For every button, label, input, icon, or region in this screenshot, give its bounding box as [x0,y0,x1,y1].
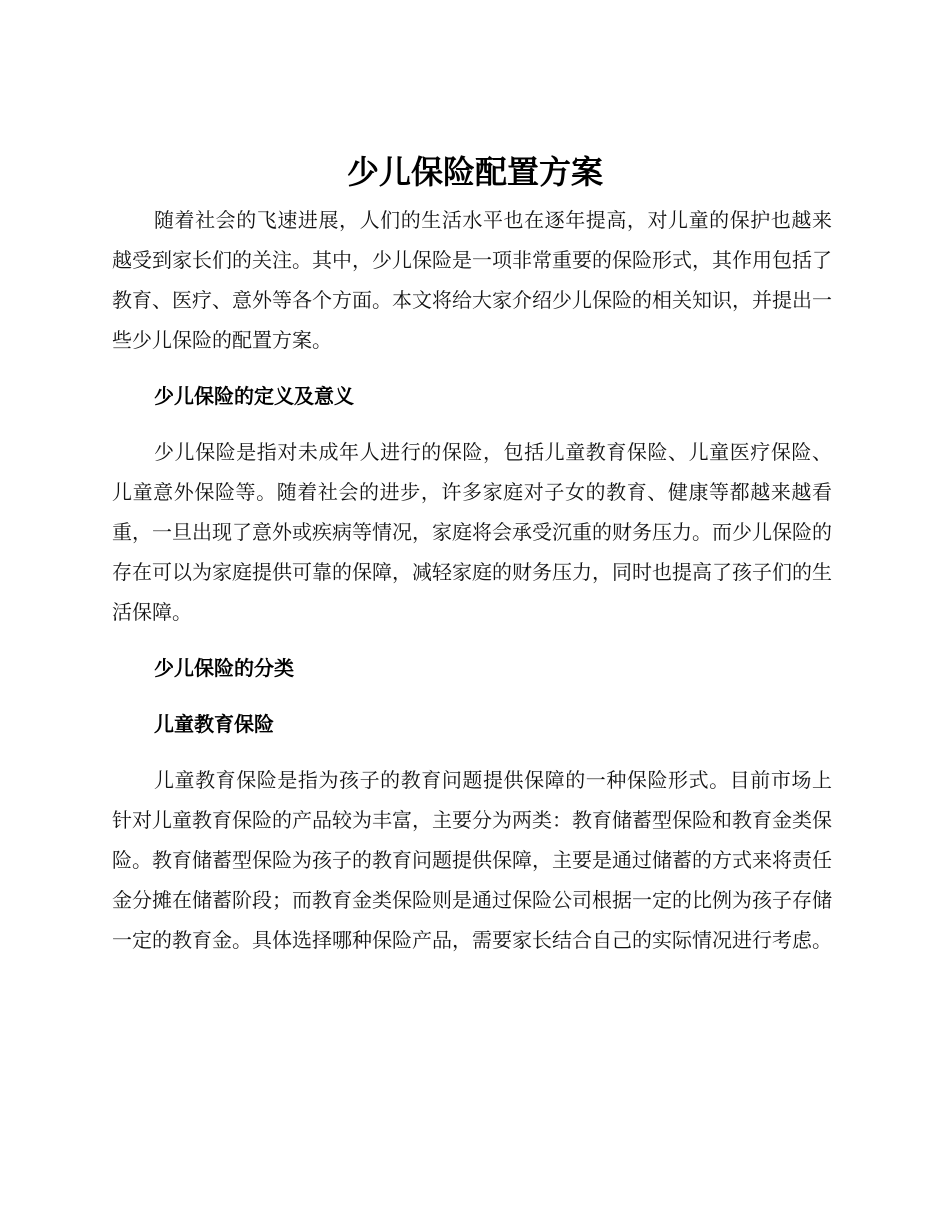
definition-paragraph: 少儿保险是指对未成年人进行的保险，包括儿童教育保险、儿童医疗保险、儿童意外保险等。随着社会的进步，许多家庭对子女的教育、健康等都越来越看重，一旦出现了意外或疾病等情况，家庭将会承受沉重的财务压力。而少儿保险的存在可以为家庭提供可靠的保障，减轻家庭的财务压力，同时也提高了孩子们的生活保障。 [112,440,832,624]
document-title: 少儿保险配置方案 [346,153,603,191]
document-body [112,200,832,976]
section-heading-definition: 少儿保险的定义及意义 [154,384,354,408]
section-heading-categories: 少儿保险的分类 [154,656,294,680]
section-heading-education-insurance: 儿童教育保险 [154,712,274,736]
education-insurance-paragraph: 儿童教育保险是指为孩子的教育问题提供保障的一种保险形式。目前市场上针对儿童教育保险的产品较为丰富，主要分为两类：教育储蓄型保险和教育金类保险。教育储蓄型保险为孩子的教育问题提供保障，主要是通过储蓄的方式来将责任金分摊在储蓄阶段；而教育金类保险则是通过保险公司根据一定的比例为孩子存储一定的教育金。具体选择哪种保险产品，需要家长结合自己的实际情况进行考虑。 [112,768,832,952]
intro-paragraph: 随着社会的飞速进展，人们的生活水平也在逐年提高，对儿童的保护也越来越受到家长们的关注。其中，少儿保险是一项非常重要的保险形式，其作用包括了教育、医疗、意外等各个方面。本文将给大家介绍少儿保险的相关知识，并提出一些少儿保险的配置方案。 [112,208,832,352]
